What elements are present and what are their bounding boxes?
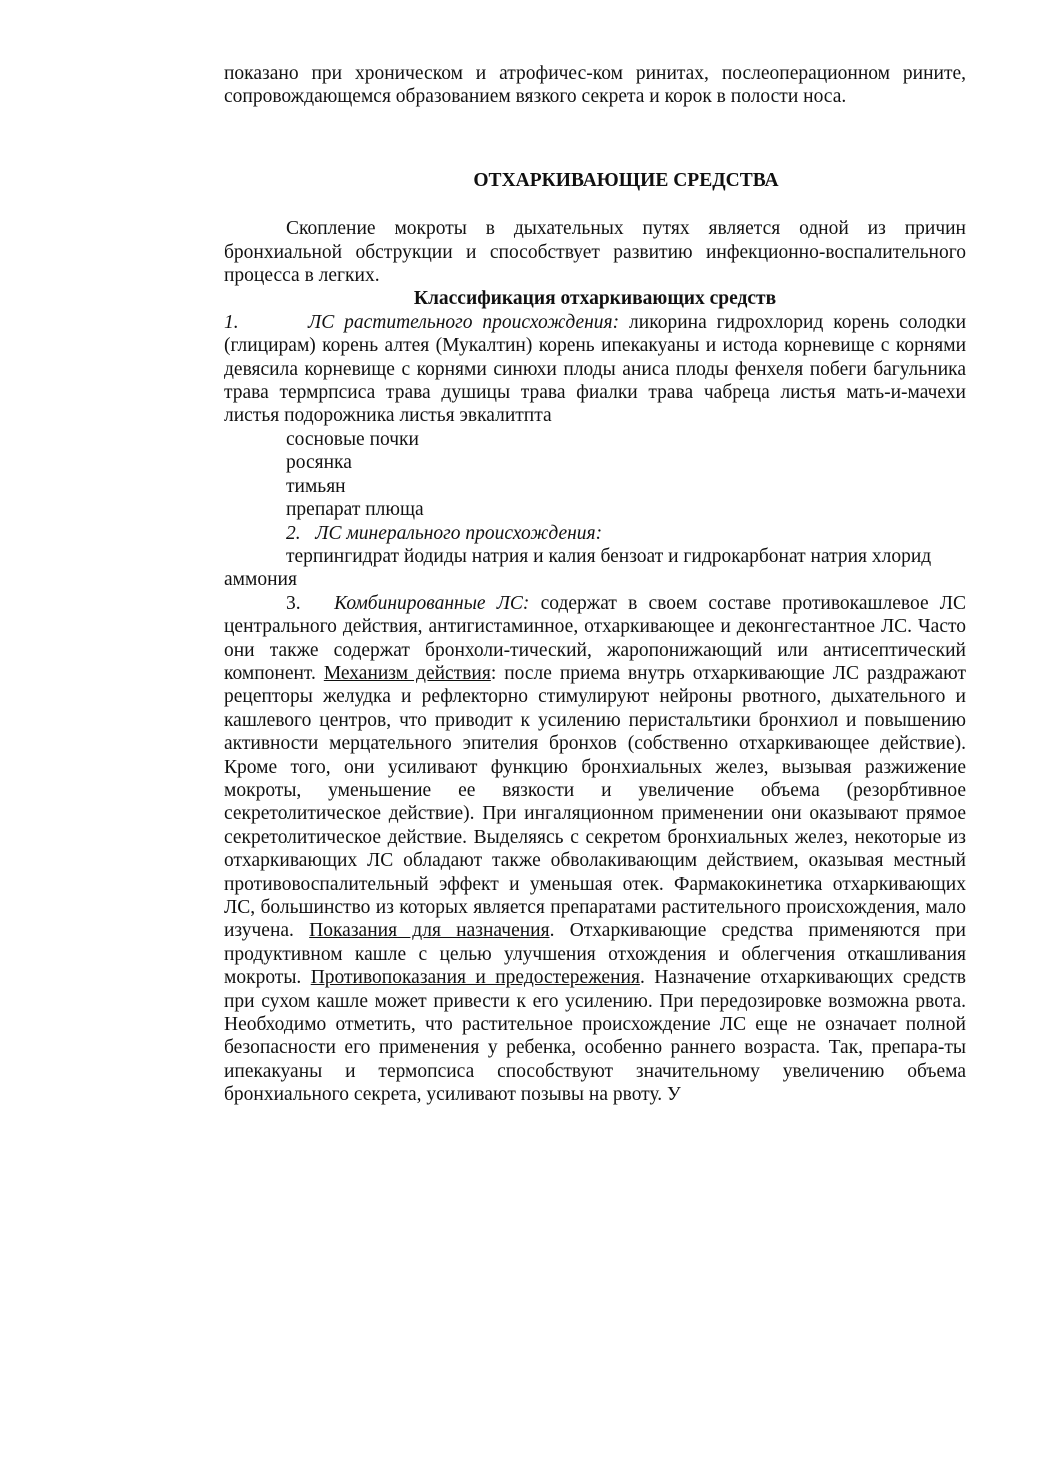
item-1-extra-3: препарат плюща <box>286 499 424 521</box>
item-3-text-3: . Отхаркивающие средства применяются при продуктивном кашле с целью улучшения отхождения и облегчения откашливания мокроты. <box>224 920 966 989</box>
item-3-label: Комбинированные ЛС: <box>334 592 530 614</box>
text-column <box>224 62 966 1107</box>
classification-item-3 <box>224 592 966 1107</box>
item-1-number: 1. <box>224 311 239 333</box>
item-2-text: терпингидрат йодиды натрия и калия бензоат и гидрокарбонат натрия хлорид аммония <box>224 545 932 591</box>
item-3-text-1: содержат в своем составе противокашлевое ЛС центрального действия, антигистаминное, отхаркивающее и деконгестантное ЛС. Часто они также содержат бронхоли-тический, жаропонижающий или антисептический компонент. <box>224 592 967 684</box>
item-1-extra-2: тимьян <box>286 475 346 497</box>
item-1-extra-1: росянка <box>286 452 352 474</box>
item-3-number: 3. <box>286 592 301 614</box>
classification-title: Классификация отхаркивающих средств <box>413 288 777 310</box>
section-heading: ОТХАРКИВАЮЩИЕ СРЕДСТВА <box>473 169 779 191</box>
classification-item-1 <box>224 311 966 428</box>
indications-heading: Показания для назначения <box>309 920 550 942</box>
item-1-label: ЛС растительного происхождения: <box>307 311 620 333</box>
intro-paragraph-2: Скопление мокроты в дыхательных путях является одной из причин бронхиальной обструкции и способствует развитию инфекционно-воспалительного процесса в легких. <box>224 218 966 287</box>
item-1-extra-0: сосновые почки <box>286 428 419 450</box>
item-2-number: 2. <box>286 522 301 544</box>
contraindications-heading: Противопоказания и предостережения <box>310 967 640 989</box>
mechanism-heading: Механизм действия <box>323 662 491 684</box>
item-3-text-4: . Назначение отхаркивающих средств при сухом кашле может привести к его усилению. При передозировке возможна рвота. Необходимо отметить, что растительное происхождение ЛС еще не означает полной безопасности его применения у ребенка, особенно раннего возраста. Так, препара-ты ипекакуаны и термопсиса способствуют значительному увеличению объема бронхиального секрета, усиливают позывы на рвоту. У <box>224 967 967 1106</box>
classification-item-2 <box>224 522 966 545</box>
intro-paragraph: показано при хроническом и атрофичес-ком ринитах, послеоперационном рините, сопровождающемся образованием вязкого секрета и корок в полости носа. <box>224 63 966 108</box>
item-2-label: ЛС минерального происхождения: <box>315 522 603 544</box>
item-3-text-2: : после приема внутрь отхаркивающие ЛС раздражают рецепторы желудка и рефлекторно стимулируют нейроны рвотного, дыхательного и кашлевого центров, что приводит к усилению перистальтики бронхиол и повышению активности мерцательного эпителия бронхов (собственно отхаркивающее действие). Кроме того, они усиливают функцию бронхиальных желез, вызывая разжижение мокроты, уменьшение ее вязкости и увеличение объема (резорбтивное секретолитическое действие). При ингаляционном применении они оказывают прямое секретолитическое действие. Выделяясь с секретом бронхиальных желез, некоторые из отхаркивающих ЛС обладают также обволакивающим действием, оказывая местный противовоспалительный эффект и уменьшая отек. Фармакокинетика отхаркивающих ЛС, большинство из которых является препаратами растительного происхождения, мало изучена. <box>224 662 966 942</box>
item-1-text: ликорина гидрохлорид корень солодки (глицирам) корень алтея (Мукалтин) корень ипекакуаны и истода корневище с корнями девясила корневище с корнями синюхи плоды аниса плоды фенхеля побеги багульника трава термрпсиса трава душицы трава фиалки трава чабреца листья мать-и-мачехи листья подорожника листья эвкалитпта <box>224 311 967 427</box>
